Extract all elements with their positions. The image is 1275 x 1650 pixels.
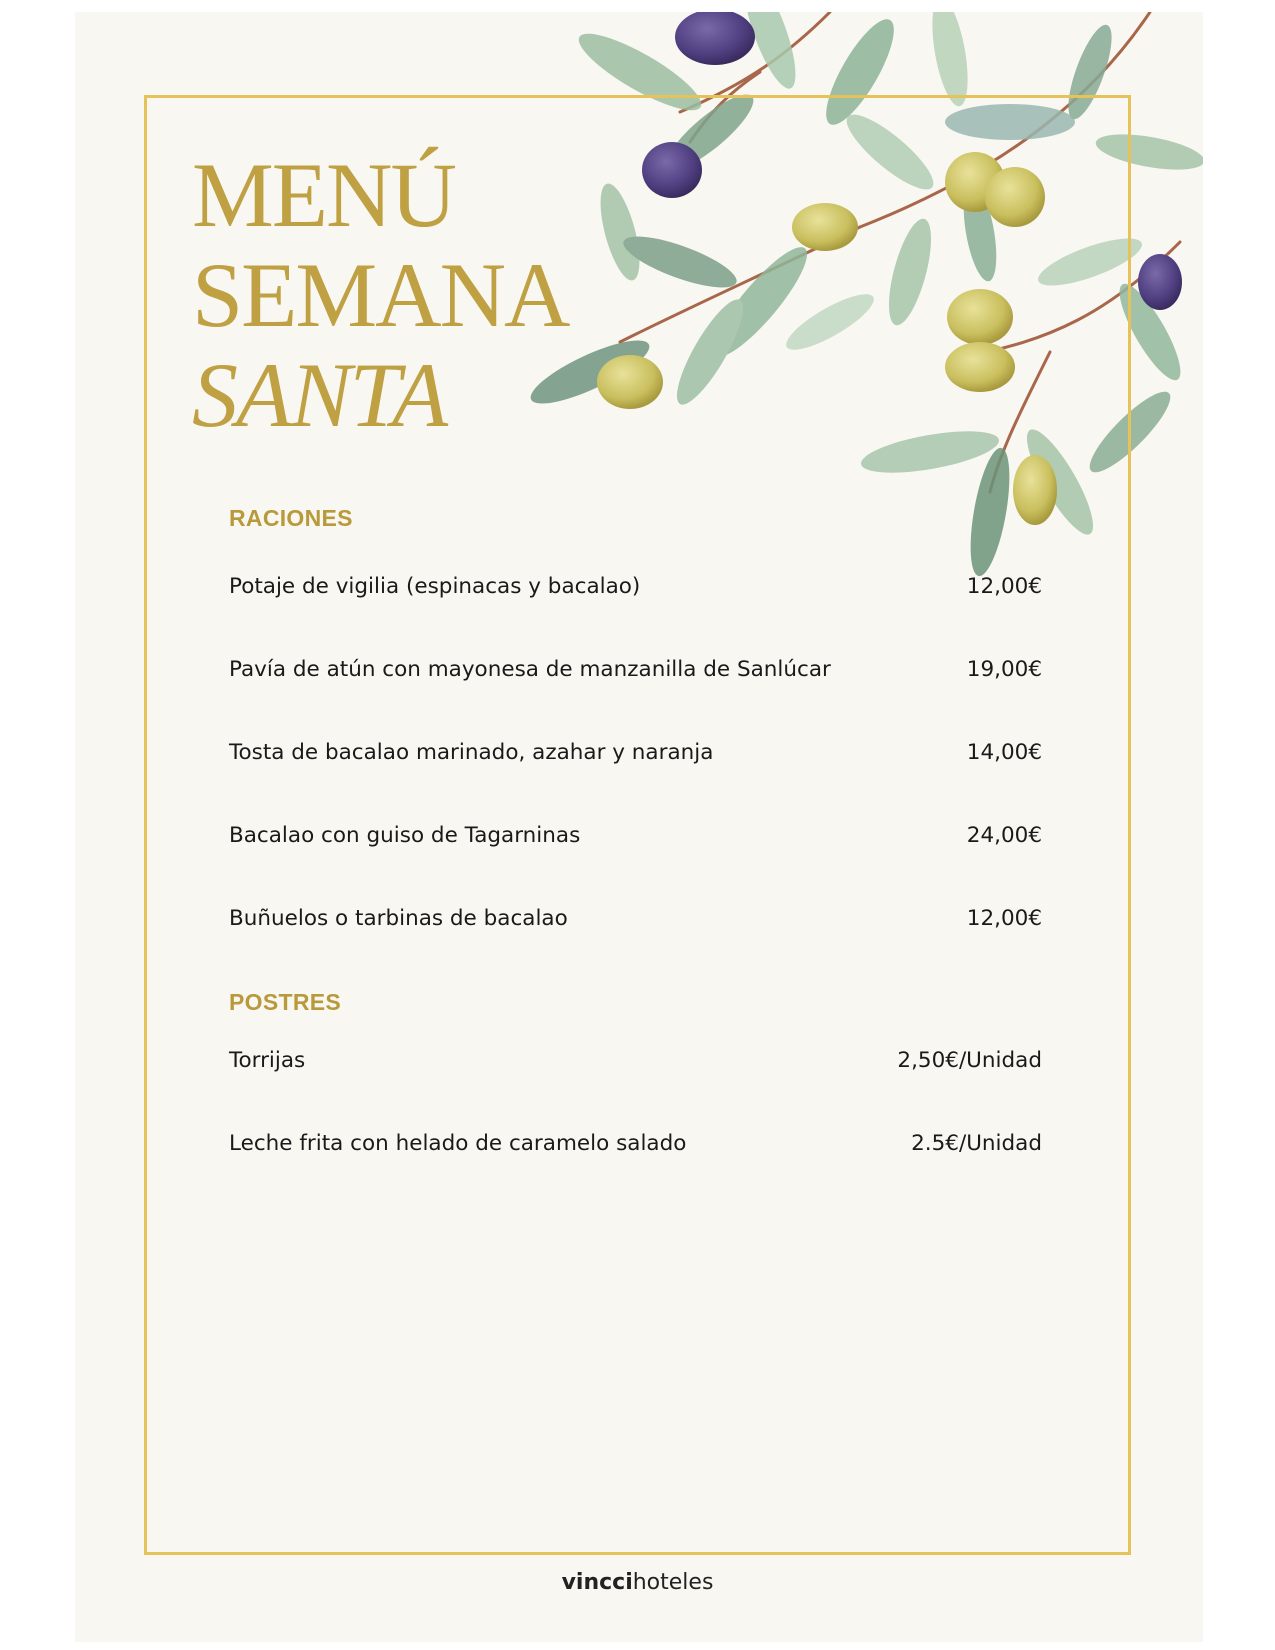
item-price: 19,00€ <box>966 657 1042 682</box>
item-price: 14,00€ <box>966 740 1042 765</box>
item-name: Leche frita con helado de caramelo salado <box>229 1131 687 1156</box>
menu-item <box>229 1048 1042 1080</box>
title-line-3: SANTA <box>192 344 447 446</box>
item-price: 12,00€ <box>966 574 1042 599</box>
brand-logo <box>0 1570 1275 1595</box>
item-price: 2.5€/Unidad <box>911 1131 1042 1156</box>
section-heading-raciones: RACIONES <box>229 505 353 531</box>
menu-title <box>192 145 568 445</box>
item-name: Torrijas <box>229 1048 306 1073</box>
item-name: Buñuelos o tarbinas de bacalao <box>229 906 568 931</box>
item-price: 24,00€ <box>966 823 1042 848</box>
item-name: Tosta de bacalao marinado, azahar y naranja <box>229 740 714 765</box>
item-name: Potaje de vigilia (espinacas y bacalao) <box>229 574 641 599</box>
menu-item <box>229 823 1042 855</box>
section-heading-postres: POSTRES <box>229 989 342 1015</box>
item-name: Pavía de atún con mayonesa de manzanilla de Sanlúcar <box>229 657 831 682</box>
menu-item <box>229 740 1042 772</box>
menu-item <box>229 1131 1042 1163</box>
title-line-1: MENÚ <box>192 144 455 246</box>
menu-item <box>229 574 1042 606</box>
menu-item <box>229 657 1042 689</box>
brand-regular: hoteles <box>632 1570 714 1595</box>
menu-item <box>229 906 1042 938</box>
item-price: 2,50€/Unidad <box>897 1048 1042 1073</box>
title-line-2: SEMANA <box>192 244 569 346</box>
brand-bold: vincci <box>561 1570 633 1595</box>
item-price: 12,00€ <box>966 906 1042 931</box>
item-name: Bacalao con guiso de Tagarninas <box>229 823 581 848</box>
